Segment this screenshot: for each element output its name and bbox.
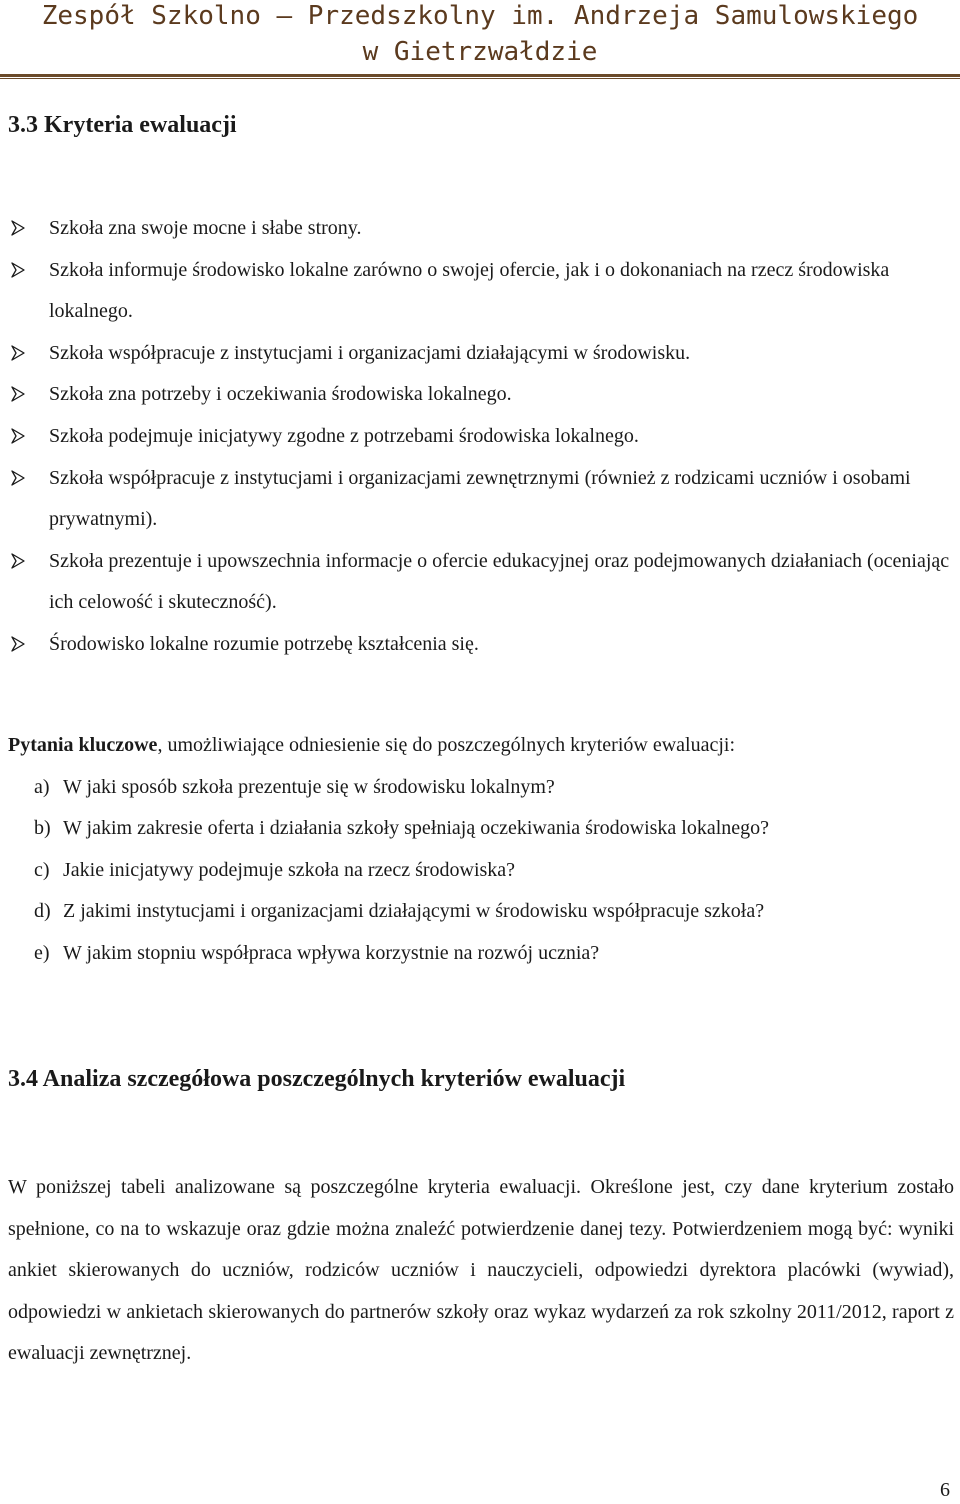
key-questions-lead-rest: , umożliwiające odniesienie się do poszczególnych kryteriów ewaluacji: — [157, 734, 736, 756]
key-question-marker: b) — [34, 817, 51, 840]
key-question-text: Jakie inicjatywy podejmuje szkoła na rzecz środowiska? — [63, 858, 516, 881]
section-3-4-paragraph: W poniższej tabeli analizowane są poszczególne kryteria ewaluacji. Określone jest, czy dane kryterium zostało spełnione, co na to wskazuje oraz gdzie można znaleźć potwierdzenie danej tezy. Potwierdzeniem mogą być: wyniki ankiet skierowanych do uczniów, rodziców uczniów i nauczycieli, odpowiedzi dyrektora placówki (wywiad), odpowiedzi w ankietach skierowanych do partnerów szkoły oraz wykaz wydarzeń za rok szkolny 2011/2012, raport z ewaluacji zewnętrznej. — [8, 1176, 954, 1365]
criteria-list-item — [0, 624, 960, 666]
page-number: 6 — [940, 1479, 950, 1501]
key-question-marker: d) — [34, 900, 51, 923]
criteria-list-item — [0, 458, 960, 541]
arrow-bullet-icon — [10, 416, 32, 458]
header-school-location: w Gietrzwałdzie — [362, 37, 598, 67]
key-questions-lead-bold: Pytania kluczowe — [8, 734, 158, 756]
arrow-bullet-icon — [10, 333, 32, 375]
header-divider — [0, 74, 960, 77]
key-question-item — [8, 767, 953, 809]
arrow-bullet-icon — [10, 458, 32, 500]
key-questions — [8, 725, 953, 975]
criteria-text: Środowisko lokalne rozumie potrzebę kształcenia się. — [49, 632, 479, 655]
criteria-list-item — [0, 541, 960, 624]
key-questions-list — [8, 767, 953, 975]
key-question-text: W jaki sposób szkoła prezentuje się w środowisku lokalnym? — [63, 775, 555, 798]
key-question-text: W jakim zakresie oferta i działania szkoły spełniają oczekiwania środowiska lokalnego? — [63, 817, 770, 840]
arrow-bullet-icon — [10, 208, 32, 250]
criteria-text: Szkoła podejmuje inicjatywy zgodne z potrzebami środowiska lokalnego. — [49, 424, 639, 447]
key-question-marker: e) — [34, 941, 50, 964]
page-header — [0, 0, 960, 72]
key-question-marker: c) — [34, 858, 50, 881]
arrow-bullet-icon — [10, 541, 32, 583]
criteria-text: Szkoła informuje środowisko lokalne zarówno o swojej ofercie, jak i o dokonaniach na rzecz środowiska lokalnego. — [49, 258, 890, 323]
key-question-item — [8, 891, 953, 933]
key-question-item — [8, 850, 953, 892]
criteria-text: Szkoła współpracuje z instytucjami i organizacjami działającymi w środowisku. — [49, 341, 691, 364]
section-3-4-heading: 3.4 Analiza szczegółowa poszczególnych kryteriów ewaluacji — [8, 1066, 626, 1092]
section-3-3-heading: 3.3 Kryteria ewaluacji — [8, 112, 237, 138]
criteria-list-item — [0, 374, 960, 416]
key-questions-lead — [8, 725, 953, 767]
criteria-list-item — [0, 250, 960, 333]
key-question-item — [8, 933, 953, 975]
criteria-list-item — [0, 208, 960, 250]
criteria-list-item — [0, 416, 960, 458]
criteria-list-item — [0, 333, 960, 375]
criteria-list — [0, 208, 960, 666]
arrow-bullet-icon — [10, 624, 32, 666]
header-divider-thin — [0, 78, 960, 79]
header-school-name: Zespół Szkolno – Przedszkolny im. Andrzeja Samulowskiego — [41, 1, 919, 31]
criteria-text: Szkoła prezentuje i upowszechnia informacje o ofercie edukacyjnej oraz podejmowanych działaniach (oceniając ich celowość i skuteczność). — [49, 549, 950, 614]
key-question-marker: a) — [34, 775, 50, 798]
arrow-bullet-icon — [10, 374, 32, 416]
criteria-text: Szkoła zna swoje mocne i słabe strony. — [49, 217, 362, 239]
key-question-text: Z jakimi instytucjami i organizacjami działającymi w środowisku współpracuje szkoła? — [63, 900, 765, 923]
key-question-text: W jakim stopniu współpraca wpływa korzystnie na rozwój ucznia? — [63, 941, 600, 964]
key-question-item — [8, 808, 953, 850]
arrow-bullet-icon — [10, 250, 32, 292]
criteria-text: Szkoła współpracuje z instytucjami i organizacjami zewnętrznymi (również z rodzicami uczniów i osobami prywatnymi). — [49, 466, 911, 531]
criteria-text: Szkoła zna potrzeby i oczekiwania środowiska lokalnego. — [49, 383, 512, 406]
